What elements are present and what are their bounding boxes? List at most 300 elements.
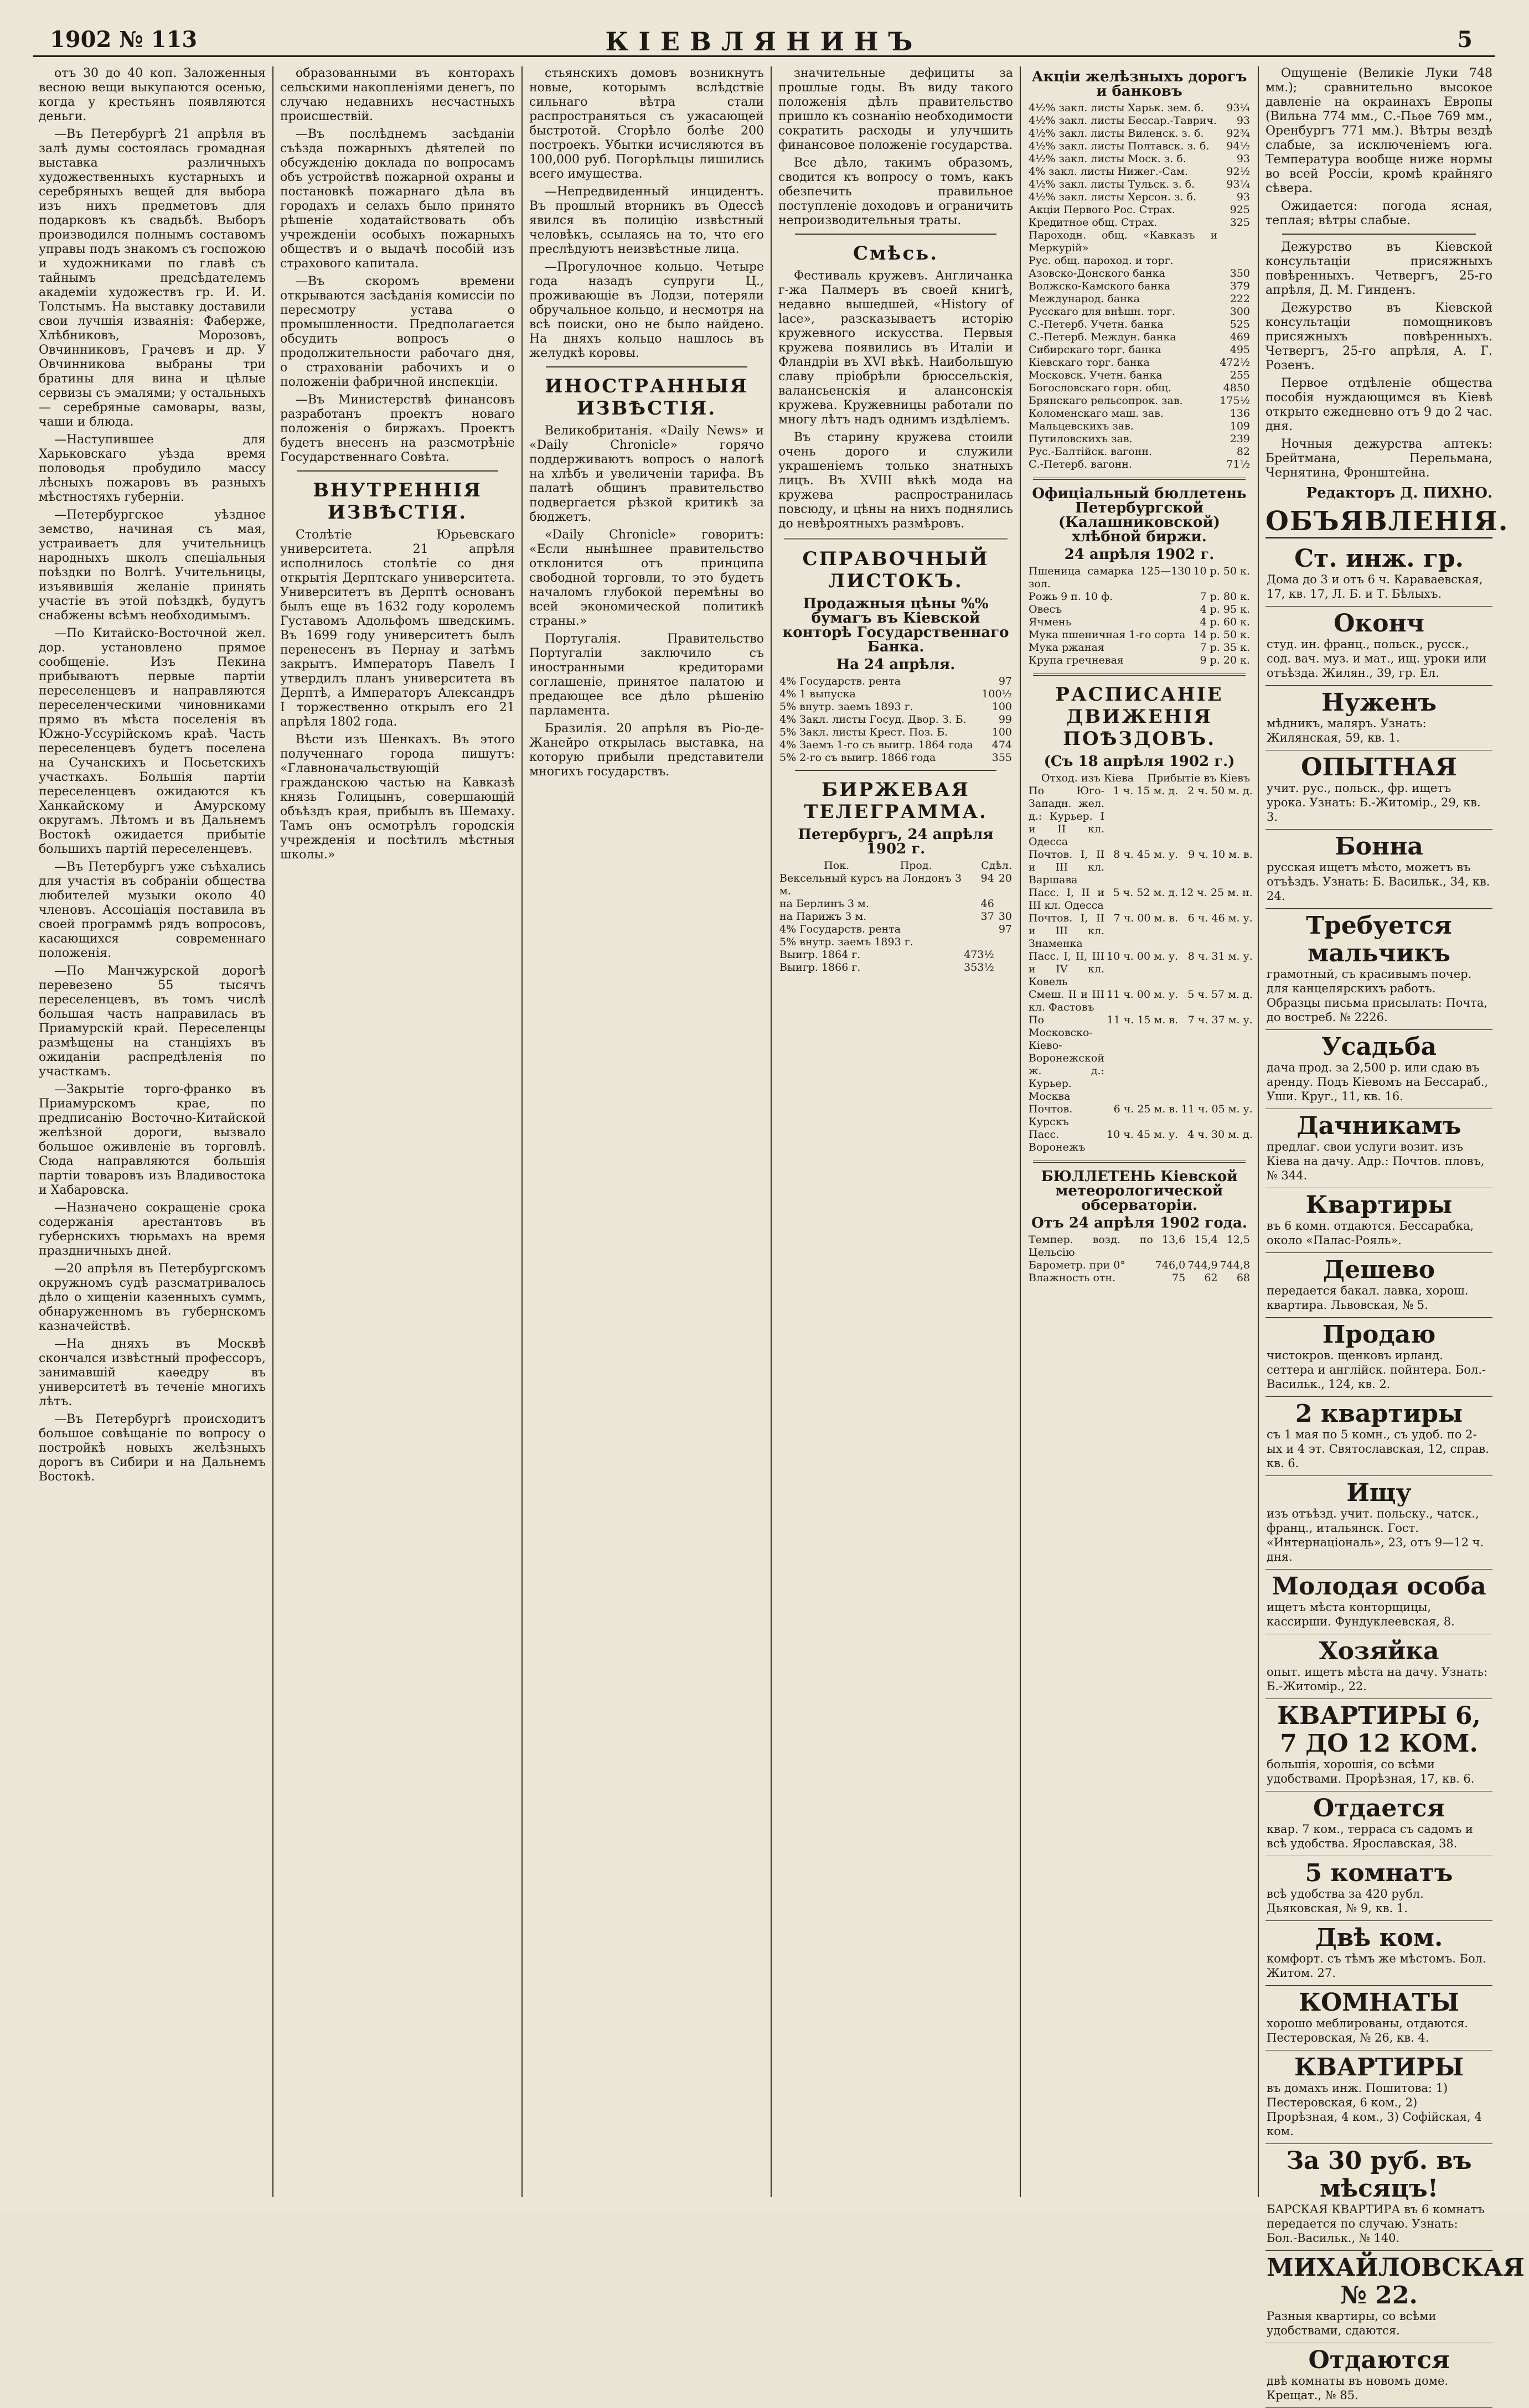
table-cell: Пасс. I, II, III и IV кл. Ковель (1029, 950, 1104, 988)
classified-ad (1265, 1699, 1492, 1791)
table-cell: 379 (1230, 280, 1250, 292)
trains-table-header (1027, 772, 1251, 785)
table-cell: 11 ч. 00 м. у. (1107, 988, 1179, 1001)
divider (546, 366, 747, 367)
table-row (1027, 988, 1254, 1014)
table-cell: 4½% закл. листы Бессар.-Таврич. (1029, 115, 1217, 127)
table-cell: 62 (1204, 1272, 1218, 1284)
table-cell: на Парижъ 3 м. (779, 910, 867, 923)
table-row (778, 713, 1013, 726)
article-paragraph: отъ 30 до 40 коп. Заложенныя весною вещи выкупаются осенью, когда у крестьянъ появляются деньги. (39, 66, 266, 123)
article-paragraph: Столѣтіе Юрьевскаго университета. 21 апрѣля исполнилось столѣтіе со дня открытія Дерптскаго университета. Университетъ въ Дерптѣ основанъ былъ еще въ 1632 году королемъ Густавомъ Адольфомъ шведскимъ. Въ 1699 году университетъ былъ перенесенъ въ Пернау и затѣмъ закрытъ. Императоръ Павелъ I утвердилъ планъ университета въ Дерптѣ, а Императоръ Александръ I торжественно открылъ его 21 апрѣля 1802 года. (280, 528, 515, 729)
table-cell: 97 (998, 923, 1012, 935)
table-cell: По Московско-Кіево-Воронежской ж. д.: Курьер. Москва (1029, 1014, 1105, 1102)
table-row (1027, 603, 1251, 616)
ad-text: учит. рус., польск., фр. ищетъ урока. Узнать: Б.-Житомір., 29, кв. 3. (1267, 781, 1481, 824)
stocks-title: Акціи желѣзныхъ дорогъ и банковъ (1031, 69, 1247, 100)
column-6 (1265, 66, 1525, 2402)
ad-headline: Ищу (1346, 1479, 1412, 1507)
classified-ad (1265, 2050, 1492, 2144)
table-cell: Пасс. I, II и III кл. Одесса (1029, 887, 1104, 912)
telegram-subtitle: Петербургъ, 24 апрѣля 1902 г. (798, 826, 994, 857)
article-paragraph: Великобританія. «Daily News» и «Daily Chronicle» горячо поддерживаютъ вопросъ о налогѣ на хлѣбъ и увеличеніи тарифа. Въ палатѣ общинъ правительство подвергается рѣзкой критикѣ за бюджетъ. (529, 424, 764, 524)
article-paragraph: —По Китайско-Восточной жел. дор. установлено прямое сообщеніе. Изъ Пекина прибываютъ первые партіи переселенцевъ и направляются переселенческими чиновниками прямо въ мѣста поселенія въ Южно-Уссурійскомъ краѣ. Часть переселенцевъ будетъ поселена на Сучанскихъ и Посьетскихъ участкахъ. Большія партіи переселенцевъ ожидаются къ Ханкайскому и Амурскому округамъ. Лѣтомъ и въ Дальнемъ Востокѣ ожидается прибытіе большихъ партій переселенцевъ. (39, 626, 266, 856)
table-cell: 5% внутр. заемъ 1893 г. (779, 701, 913, 713)
ad-text: Дома до 3 и отъ 6 ч. Караваевская, 17, кв. 17, Л. Б. и Т. Бѣлыхъ. (1267, 573, 1483, 600)
table-cell: 473½ (964, 949, 994, 961)
trains-table (1027, 785, 1254, 1154)
table-cell: 474 (991, 739, 1012, 751)
table-cell: 4 ч. 30 м. д. (1187, 1128, 1253, 1141)
table-cell: 20 (998, 872, 1012, 884)
table-cell: Прибытіе въ Кіевъ (1147, 772, 1250, 784)
article-paragraph: —Непредвиденный инцидентъ. Въ прошлый вторникъ въ Одессѣ явился въ полицію извѣстный человѣкъ, ссылаясь на то, что его преслѣдуютъ неизвѣстные лица. (529, 185, 764, 256)
table-cell: 525 (1230, 318, 1250, 330)
table-row (1027, 912, 1254, 950)
article-paragraph: Дежурство въ Кіевской консультаціи помощниковъ присяжныхъ повѣренныхъ. Четвергъ, 25-го апрѣля, А. Г. Розенъ. (1265, 301, 1492, 372)
table-cell: 7 ч. 37 м. у. (1187, 1014, 1253, 1026)
ad-text: въ 6 комн. отдаются. Бессарабка, около «Палас-Рояль». (1267, 1219, 1474, 1247)
classified-ad (1265, 750, 1492, 830)
table-cell: 6 ч. 46 м. у. (1187, 912, 1253, 924)
column-rule (771, 66, 772, 2197)
ad-headline: Требуется мальчикъ (1306, 912, 1452, 967)
article-paragraph: Дежурство въ Кіевской консультаціи присяжныхъ повѣренныхъ. Четвергъ, 25-го апрѣля, Д. М. Гинденъ. (1265, 240, 1492, 297)
table-cell: 5 ч. 57 м. д. (1187, 988, 1253, 1001)
classified-ad (1265, 2144, 1492, 2251)
table-cell: Темпер. возд. по Цельсію (1029, 1234, 1153, 1259)
table-cell: Ячмень (1029, 616, 1071, 628)
divider (795, 234, 996, 235)
table-cell: Пасс. Воронежъ (1029, 1128, 1086, 1153)
table-row (1027, 848, 1254, 887)
table-cell: 94 (980, 872, 994, 884)
table-cell: Мука пшеничная 1-го сорта (1029, 629, 1186, 641)
table-row (778, 923, 1013, 936)
table-cell: 30 (998, 910, 1012, 923)
divider (297, 470, 498, 472)
table-cell: Пароходн. общ. «Кавказъ и Меркурій» (1029, 229, 1218, 254)
table-cell: 744,8 (1220, 1259, 1250, 1271)
table-row (1027, 565, 1251, 591)
table-row (1027, 433, 1251, 446)
table-cell: 136 (1230, 407, 1250, 420)
ad-headline: Дешево (1323, 1256, 1435, 1284)
ad-headline: Двѣ ком. (1315, 1924, 1443, 1952)
ad-headline: Хозяйка (1319, 1637, 1439, 1665)
table-cell: Мука ржаная (1029, 641, 1104, 654)
meteo-subtitle: Отъ 24 апрѣля 1902 года. (1031, 1215, 1247, 1231)
table-row (1027, 407, 1251, 420)
table-cell (963, 936, 995, 949)
table-row (1027, 344, 1251, 356)
table-row (1027, 591, 1251, 603)
table-cell: Барометр. при 0° (1029, 1259, 1125, 1271)
table-row (778, 752, 1013, 764)
table-cell: Сдѣл. (981, 859, 1012, 872)
reference-subtitle: Продажныя цѣны %% бумагъ въ Кіевской конторѣ Государственнаго Банка. (782, 595, 1009, 655)
table-cell: 15,4 (1194, 1234, 1218, 1246)
table-cell: 4½% закл. листы Моск. з. б. (1029, 153, 1186, 165)
classified-ad (1265, 1856, 1492, 1921)
ad-text: съ 1 мая по 5 комн., съ удоб. по 2-ых и 4 эт. Святославская, 12, справ. кв. 6. (1267, 1428, 1489, 1470)
table-cell: 744,9 (1187, 1259, 1218, 1271)
ad-text: хорошо меблированы, отдаются. Пестеровская, № 26, кв. 4. (1267, 2017, 1468, 2044)
table-cell: Акціи Первого Рос. Страх. (1029, 204, 1176, 216)
table-row (1027, 115, 1251, 127)
table-row (1027, 267, 1251, 280)
table-cell (998, 949, 1013, 961)
table-cell: 5% 2-го съ выигр. 1866 года (779, 752, 936, 764)
table-row (1027, 165, 1251, 178)
article-paragraph: образованными въ конторахъ сельскими накопленіями денегъ, по случаю недавнихъ несчастныхъ происшествій. (280, 66, 515, 123)
table-row (1027, 887, 1254, 912)
table-cell: 4% 1 выпуска (779, 688, 856, 700)
table-cell: 5% внутр. заемъ 1893 г. (779, 936, 913, 948)
grain-bulletin-title: Офиціальный бюллетень Петербургской (Калашниковской) хлѣбной биржи. (1032, 485, 1247, 545)
table-cell: Рожь 9 п. 10 ф. (1029, 591, 1113, 603)
column-rule (521, 66, 523, 2197)
grain-table (1027, 565, 1251, 667)
ad-headline: Нуженъ (1321, 688, 1437, 717)
table-row (1027, 950, 1254, 988)
table-cell: 12,5 (1226, 1234, 1250, 1246)
table-cell: Рус. общ. пароход. и торг. (1029, 255, 1174, 267)
table-cell: Прод. (900, 859, 932, 872)
ad-text: грамотный, съ красивымъ почер. для канцелярскихъ работъ. Образцы письма присылать: Почта, до востреб. № 2226. (1267, 967, 1488, 1024)
ad-headline: Дачникамъ (1296, 1112, 1461, 1140)
table-cell: 92½ (1226, 165, 1250, 178)
ad-headline: КОМНАТЫ (1298, 1988, 1460, 2017)
table-cell: 4½% закл. листы Полтавск. з. б. (1029, 140, 1210, 152)
table-cell: 10 р. 50 к. (1193, 565, 1250, 577)
table-row (1027, 255, 1251, 267)
classified-ad (1265, 1986, 1492, 2050)
ad-text: опыт. ищетъ мѣста на дачу. Узнать: Б.-Житомір., 22. (1267, 1665, 1487, 1693)
table-cell: 175½ (1220, 395, 1250, 407)
table-cell: Азовско-Донского банка (1029, 267, 1165, 279)
table-cell: 6 ч. 25 м. в. (1113, 1103, 1179, 1115)
table-cell: Смеш. II и III кл. Фастовъ (1029, 988, 1104, 1013)
ad-text: студ. ин. франц., польск., русск., сод. вач. муз. и мат., ищ. уроки или отъѣзда. Жилян., 39, гр. Ел. (1267, 638, 1487, 680)
table-cell: 100½ (982, 688, 1012, 700)
table-cell: 14 р. 50 к. (1193, 629, 1250, 641)
article-paragraph: —Петербургское уѣздное земство, начиная съ мая, устраиваетъ для учительницъ народныхъ школъ спеціальныя поѣздки по Волгѣ. Учительницы, изъявившія желаніе принять участіе въ этой поѣздкѣ, будутъ снабжены всѣмъ необходимымъ. (39, 508, 266, 623)
classified-ad (1265, 1634, 1492, 1699)
table-cell (998, 898, 1013, 910)
table-row (778, 859, 1013, 872)
table-row (1027, 1014, 1254, 1103)
table-row (1027, 305, 1251, 318)
column-3 (529, 66, 764, 2197)
ad-headline: 2 квартиры (1295, 1400, 1463, 1428)
ad-text: дача прод. за 2,500 р. или сдаю въ аренду. Подъ Кіевомъ на Бессараб., Уши. Круг., 11, кв. 16. (1267, 1061, 1489, 1103)
table-row (1027, 629, 1251, 641)
table-row (1027, 785, 1254, 848)
classified-ad (1265, 1318, 1492, 1397)
table-cell: 109 (1230, 420, 1250, 432)
table-row (1027, 395, 1251, 407)
table-cell: 93¼ (1226, 102, 1250, 114)
article-paragraph: Фестиваль кружевъ. Англичанка г-жа Палмеръ въ своей книгѣ, недавно вышедшей, «History of lace», разсказываетъ исторію кружевного искусства. Первыя кружева появились въ Италіи и Фландріи въ XVI вѣкѣ. Наибольшую славу пріобрѣли брюссельскія, валансьенскія и алансонскія кружева. Кружевницы работали по многу лѣтъ надъ однимъ издѣліемъ. (778, 269, 1013, 427)
table-row (1027, 1234, 1251, 1259)
article-paragraph: стьянскихъ домовъ возникнутъ новые, которымъ вслѣдствіе сильнаго вѣтра стали распространяться съ ужасающей быстротой. Сгорѣло болѣе 200 построекъ. Убытки исчисляются въ 100,000 руб. Погорѣльцы лишились всего имущества. (529, 66, 764, 181)
trains-subtitle: (Съ 18 апрѣля 1902 г.) (1044, 753, 1235, 770)
ad-headline: За 30 руб. въ мѣсяцъ! (1286, 2147, 1472, 2203)
ad-headline: КВАРТИРЫ (1294, 2053, 1464, 2081)
table-row (1027, 1272, 1251, 1285)
exchange-table (778, 872, 1013, 974)
ad-headline: 5 комнатъ (1305, 1859, 1453, 1887)
classified-ad (1265, 830, 1492, 909)
table-cell: Вексельный курсъ на Лондонъ 3 м. (779, 872, 962, 897)
table-row (1027, 382, 1251, 395)
table-row (1027, 318, 1251, 331)
ad-headline: Ст. инж. гр. (1294, 545, 1464, 573)
table-cell: 11 ч. 15 м. в. (1107, 1014, 1179, 1026)
classified-ad (1265, 1791, 1492, 1856)
exchange-table-header (778, 859, 1013, 872)
table-cell: Волжско-Камского банка (1029, 280, 1171, 292)
table-cell: 472½ (1220, 356, 1250, 369)
table-cell: 82 (1236, 446, 1250, 458)
ad-headline: Отдается (1313, 1794, 1445, 1822)
table-row (778, 739, 1013, 752)
table-cell: 1 ч. 15 м. д. (1113, 785, 1179, 797)
table-cell: 239 (1230, 433, 1250, 445)
table-row (778, 675, 1013, 688)
article-paragraph: —На дняхъ въ Москвѣ скончался извѣстный профессоръ, занимавшій каѳедру въ университетѣ въ теченіе многихъ лѣтъ. (39, 1337, 266, 1408)
ad-headline: МИХАЙЛОВСКАЯ № 22. (1267, 2254, 1525, 2309)
table-row (778, 872, 1013, 898)
table-cell: Русскаго для внѣшн. торг. (1029, 305, 1176, 318)
masthead (33, 17, 1495, 57)
table-row (1027, 153, 1251, 165)
table-row (1027, 140, 1251, 153)
ad-headline: Оконч (1334, 609, 1424, 638)
table-cell: Выигр. 1864 г. (779, 949, 861, 961)
article-paragraph: Все дѣло, такимъ образомъ, сводится къ вопросу о томъ, какъ обезпечить правильное поступленіе доходовъ и ограничить непроизводительныя траты. (778, 156, 1013, 227)
table-cell: 4% Заемъ 1-го съ выигр. 1864 года (779, 739, 973, 751)
ad-text: комфорт. съ тѣмъ же мѣстомъ. Бол. Житом. 27. (1267, 1952, 1486, 1980)
table-cell: 5% Закл. листы Крест. Поз. Б. (779, 726, 948, 738)
table-cell: 925 (1230, 204, 1250, 216)
article-paragraph: —Въ Петербургѣ 21 апрѣля въ залѣ думы состоялась громадная выставка различныхъ художественныхъ кустарныхъ и серебряныхъ вещей для выбора изъ нихъ предметовъ для подарковъ къ свадьбѣ. Выборъ производился полнымъ составомъ управы подъ знакомъ съ госпожою и художниками по главѣ съ тайнымъ предсѣдателемъ академіи художествъ гр. И. И. Толстымъ. На выставку доставили свои лучшія изваянія: Фаберже, Хлѣбниковъ, Морозовъ, Овчинниковъ, Грачевъ и др. У Овчинникова выбраны три братины для вина и цѣлые сервизы съ эмалями; у остальныхъ — серебряные самовары, вазы, чаши и блюда. (39, 127, 266, 429)
article-paragraph: —Въ Петербургъ уже съѣхались для участія въ собраніи общества любителей музыки около 40 членовъ. Ассоціація поставила въ своей программѣ рядъ вопросовъ, касающихся современнаго положенія. (39, 860, 266, 960)
table-cell: 71½ (1226, 458, 1250, 470)
article-paragraph: —Въ скоромъ времени открываются засѣданія комиссіи по пересмотру устава о промышленности. Предполагается обсудить вопросъ о продолжительности рабочаго дня, о страхованіи рабочихъ и о положеніи фабричной инспекціи. (280, 275, 515, 389)
table-cell: 4½% закл. листы Виленск. з. б. (1029, 127, 1204, 139)
table-cell: 355 (991, 752, 1012, 764)
table-cell: Почтов. I, II и III кл. Знаменка (1029, 912, 1104, 950)
section-title-trains: РАСПИСАНІЕ ДВИЖЕНІЯ ПОѢЗДОВЪ. (1055, 683, 1223, 750)
ad-text: двѣ комнаты въ новомъ доме. Крещат., № 85. (1267, 2374, 1449, 2402)
column-4 (778, 66, 1013, 2197)
table-cell: Коломенскаго маш. зав. (1029, 407, 1164, 420)
table-cell: 9 ч. 10 м. в. (1188, 848, 1253, 861)
table-cell: 2 ч. 50 м. д. (1187, 785, 1253, 797)
table-row (778, 898, 1013, 910)
article-paragraph: —Въ послѣднемъ засѣданіи съѣзда пожарныхъ дѣятелей по обсужденію доклада по вопросамъ объ устройствѣ пожарной охраны и постановкѣ пожарнаго дѣла въ городахъ и селахъ было принято рѣшеніе ходатайствовать объ учрежденіи особыхъ пожарныхъ обществъ и о выдачѣ пособій изъ страхового капитала. (280, 127, 515, 271)
page-number: 5 (1457, 27, 1473, 53)
stocks-table (1027, 102, 1251, 471)
table-cell: 93 (1236, 115, 1250, 127)
ad-headline: Квартиры (1305, 1191, 1453, 1219)
ad-headline: КВАРТИРЫ 6, 7 ДО 12 КОМ. (1277, 1702, 1481, 1758)
reference-date: На 24 апрѣля. (836, 656, 955, 673)
ad-text: ищетъ мѣста конторщицы, кассирши. Фундуклеевская, 8. (1267, 1601, 1455, 1628)
ad-headline: Молодая особа (1272, 1572, 1486, 1601)
article-paragraph: Ощущеніе (Великіе Луки 748 мм.); сравнительно высокое давленіе на окраинахъ Европы (Вильна 774 мм., С.-Пьѳе 769 мм., Оренбургъ 771 мм.). Вѣтры вездѣ слабые, за исключеніемъ юга. Температура вообще ниже нормы во всей Россіи, кромѣ крайняго сѣвера. (1265, 66, 1492, 195)
table-row (1027, 331, 1251, 344)
ads-title: ОБЪЯВЛЕНІЯ. (1265, 506, 1492, 538)
article-paragraph: —Наступившее для Харьковскаго уѣзда время половодья пробудило массу лѣсныхъ пожаровъ въ разныхъ мѣстностяхъ губерніи. (39, 433, 266, 504)
column-1 (39, 66, 266, 2197)
table-cell: 99 (998, 713, 1012, 726)
table-cell: Отход. изъ Кіева (1041, 772, 1134, 784)
issue-number: 1902 № 113 (50, 27, 198, 53)
table-cell: Московск. Учетн. банка (1029, 369, 1163, 381)
ad-text: въ домахъ инж. Пошитова: 1) Пестеровская, 6 ком., 2) Прорѣзная, 4 ком., 3) Софійская, 4 ком. (1267, 2081, 1482, 2138)
editor-line: Редакторъ Д. ПИХНО. (1306, 485, 1492, 501)
table-cell: Мальцевскихъ зав. (1029, 420, 1134, 432)
table-cell: 7 ч. 00 м. в. (1113, 912, 1179, 924)
article-paragraph: —Въ Петербургѣ происходитъ большое совѣщаніе по вопросу о постройкѣ новыхъ желѣзныхъ дорогъ въ Сибири и на Дальнемъ Востокѣ. (39, 1412, 266, 1484)
table-cell: 100 (991, 726, 1012, 738)
column-2 (280, 66, 515, 2197)
classified-ad (1265, 1030, 1492, 1109)
table-cell: 4% Государств. рента (779, 675, 901, 687)
table-cell: 4 р. 95 к. (1200, 603, 1250, 615)
table-row (778, 726, 1013, 739)
table-cell: 4% закл. листы Нижег.-Сам. (1029, 165, 1188, 178)
classified-ad (1265, 1397, 1492, 1476)
table-cell (963, 923, 995, 936)
ad-text: мѣдникъ, маляръ. Узнать: Жилянская, 59, кв. 1. (1267, 717, 1427, 744)
classified-ad (1265, 1188, 1492, 1253)
ad-headline: Отдаются (1308, 2346, 1450, 2374)
table-row (1027, 641, 1251, 654)
table-cell: на Берлинъ 3 м. (779, 898, 869, 910)
section-title-misc: Смѣсь. (853, 242, 939, 265)
classified-ad (1265, 1109, 1492, 1188)
ad-text: большія, хорошія, со всѣми удобствами. Прорѣзная, 17, кв. 6. (1267, 1758, 1475, 1785)
table-cell: 37 (980, 910, 994, 923)
table-cell (998, 936, 1013, 949)
article-paragraph: —По Манчжурской дорогѣ перевезено 55 тысячъ переселенцевъ, въ томъ числѣ большая часть направилась въ Приамурскій край. Переселенцы размѣщены на станціяхъ въ ожиданіи распредѣленія по участкамъ. (39, 964, 266, 1079)
table-cell: 222 (1230, 293, 1250, 305)
section-title-reference: СПРАВОЧНЫЙ ЛИСТОКЪ. (802, 548, 989, 592)
divider (1282, 234, 1476, 235)
table-cell: Брянскаго рельсопрок. зав. (1029, 395, 1183, 407)
table-cell: 9 р. 20 к. (1200, 654, 1250, 666)
article-paragraph: Ожидается: погода ясная, теплая; вѣтры слабые. (1265, 199, 1492, 227)
ad-text: всѣ удобства за 420 рубл. Дьяковская, № 9, кв. 1. (1267, 1887, 1424, 1915)
article-paragraph: Въ старину кружева стоили очень дорого и служили украшеніемъ только знатныхъ лицъ. Въ XVIII вѣкѣ мода на кружева распространилась повсюду, и цѣны на нихъ поднялись до невѣроятныхъ размѣровъ. (778, 431, 1013, 531)
ad-text: квар. 7 ком., терраса съ садомъ и всѣ удобства. Ярославская, 38. (1267, 1822, 1473, 1850)
table-row (1027, 178, 1251, 191)
table-cell: 7 р. 35 к. (1200, 641, 1250, 654)
table-cell: 4% Закл. листы Госуд. Двор. З. Б. (779, 713, 967, 726)
section-title-telegram: БИРЖЕВАЯ ТЕЛЕГРАММА. (804, 779, 988, 823)
table-cell: 75 (1172, 1272, 1186, 1284)
table-cell: 12 ч. 25 м. н. (1180, 887, 1253, 899)
table-row (1027, 458, 1251, 471)
article-paragraph: Португалія. Правительство Португаліи заключило съ иностранными кредиторами соглашеніе, принятое палатою и предающее все дѣло рѣшенію парламента. (529, 632, 764, 718)
table-cell: 300 (1230, 305, 1250, 318)
divider (1033, 674, 1246, 676)
table-cell: Рус.-Балтійск. вагонн. (1029, 446, 1153, 458)
article-paragraph: значительные дефициты за прошлые годы. Въ виду такого положенія дѣлъ правительство пришло къ сознанію необходимости сократить расходы и улучшить финансовое положеніе государства. (778, 66, 1013, 152)
table-cell (1218, 255, 1251, 267)
table-row (1027, 654, 1251, 667)
column-rule (272, 66, 273, 2197)
table-cell: Выигр. 1866 г. (779, 961, 861, 973)
divider (1033, 478, 1246, 480)
table-row (778, 701, 1013, 713)
divider (784, 538, 1008, 540)
ad-text: русская ищетъ мѣсто, можетъ въ отъѣздъ. Узнать: Б. Васильк., 34, кв. 24. (1267, 861, 1490, 903)
ad-text: предлаг. свои услуги возит. изъ Кіева на дачу. Адр.: Почтов. пловъ, № 344. (1267, 1140, 1485, 1182)
table-cell: 4% Государств. рента (779, 923, 901, 935)
table-row (1027, 216, 1251, 229)
ad-text: чистокров. щенковъ ирланд. сеттера и англійск. пойнтера. Бол.-Васильк., 124, кв. 2. (1267, 1349, 1486, 1391)
article-paragraph: —Закрытіе торго-франко въ Приамурскомъ крае, по предписанію Восточно-Китайской желѣзной дороги, вызвало большое оживленіе въ торговлѣ. Сюда направляются большія партіи товаровъ изъ Владивостока и Хабаровска. (39, 1083, 266, 1197)
table-cell: 11 ч. 05 м. у. (1181, 1103, 1253, 1115)
table-cell: 94½ (1226, 140, 1250, 152)
article-paragraph: —20 апрѣля въ Петербургскомъ окружномъ судѣ разсматривалось дѣло о хищеніи казенныхъ суммъ, обнаруженномъ въ губернскомъ казначействѣ. (39, 1262, 266, 1333)
table-row (1027, 356, 1251, 369)
table-row (1027, 293, 1251, 305)
table-cell (778, 859, 784, 872)
table-cell (998, 961, 1013, 974)
article-paragraph: Вѣсти изъ Шенкахъ. Въ этого полученнаго города пишутъ: «Главноначальствующій гражданскою частью на Кавказѣ князь Голицынъ, совершающій объѣздъ края, прибылъ въ Шемаху. Тамъ онъ осмотрѣлъ городскія учрежденія и посѣтилъ мѣстныя школы.» (280, 733, 515, 862)
article-paragraph: —Назначено сокращеніе срока содержанія арестантовъ въ губернскихъ тюрьмахъ на время праздничныхъ дней. (39, 1201, 266, 1258)
table-cell: 93 (1236, 191, 1250, 203)
article-paragraph: Бразилія. 20 апрѣля въ Рiо-де-Жанейро открылась выставка, на которую прибыли представители многихъ государствъ. (529, 722, 764, 779)
classified-ad (1265, 1476, 1492, 1570)
classified-ad (1265, 2251, 1525, 2343)
column-rule (1020, 66, 1021, 2197)
table-row (1027, 446, 1251, 458)
table-cell: Почтов. Курскъ (1029, 1103, 1073, 1128)
table-cell: 68 (1236, 1272, 1250, 1284)
table-cell: 8 ч. 31 м. у. (1187, 950, 1253, 962)
ad-text: изъ отъѣзд. учит. польску., чатск., франц., итальянск. Гост. «Интернаціональ», 23, отъ 9—12 ч. дня. (1267, 1507, 1484, 1563)
classified-ad (1265, 2343, 1492, 2408)
table-cell: 10 ч. 45 м. у. (1107, 1128, 1179, 1141)
meteo-table (1027, 1234, 1251, 1285)
ad-text: передается бакал. лавка, хорош. квартира. Львовская, № 5. (1267, 1284, 1469, 1312)
table-cell: 7 р. 80 к. (1200, 591, 1250, 603)
article-paragraph: Первое отдѣленіе общества пособія нуждающимся въ Кіевѣ открыто ежедневно отъ 9 до 2 час. дня. (1265, 376, 1492, 433)
table-cell: По Юго-Западн. жел. д.: Курьер. I и II кл. Одесса (1029, 785, 1104, 848)
table-cell: Сибирскаго торг. банка (1029, 344, 1161, 356)
ad-headline: Бонна (1335, 832, 1423, 861)
ad-headline: Усадьба (1321, 1033, 1437, 1061)
table-row (1027, 280, 1251, 293)
table-cell: 46 (980, 898, 994, 910)
table-cell: 353½ (964, 961, 994, 973)
table-cell: Овесъ (1029, 603, 1062, 615)
table-row (1027, 1128, 1254, 1154)
table-cell: Кіевскаго торг. банка (1029, 356, 1150, 369)
article-paragraph: —Прогулочное кольцо. Четыре года назадъ супруги Ц., проживающіе въ Лодзи, потеряли обручальное кольцо, и несмотря на всѣ поиски, оно не было найдено. На дняхъ кольцо нашлось въ желудкѣ коровы. (529, 260, 764, 360)
table-row (1027, 127, 1251, 140)
table-cell: 350 (1230, 267, 1250, 279)
table-cell: 93¼ (1226, 178, 1250, 190)
classified-ad (1265, 1253, 1492, 1318)
